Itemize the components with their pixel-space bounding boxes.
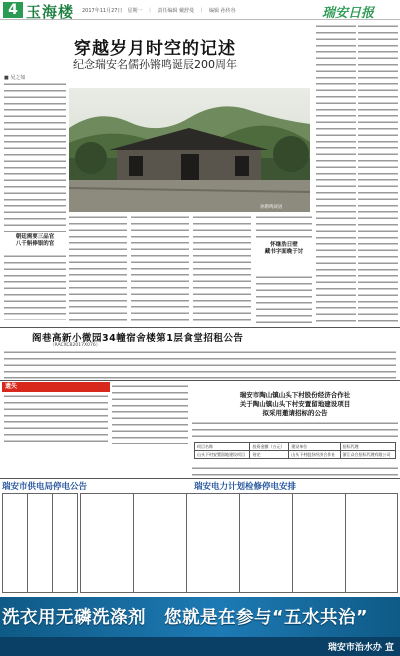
tender-table (194, 442, 396, 459)
article-column-right-1 (316, 24, 356, 324)
village-notice-title (190, 391, 400, 418)
table-row (195, 443, 396, 451)
inline-box (256, 242, 312, 272)
masthead-logo: 瑞安日报 (322, 6, 375, 21)
inline-title-2: 藏书字面晚于讨 (264, 249, 304, 255)
table-cell: 山头下村股份经济合作社 (289, 451, 340, 459)
village-title-1: 瑞安市陶山镇山头下村股份经济合作社 (239, 391, 351, 399)
water-outage-table (2, 493, 78, 593)
sidebar-title-1: 朝廷需要三品官 (15, 234, 55, 240)
inline-title-1: 怀继浩日壁 (270, 242, 298, 248)
notice-divider-2 (0, 478, 400, 479)
table-cell: 山头下村安置留地建设项目 (195, 451, 250, 459)
banner-slogan: 洗衣用无磷洗涤剂 您就是在参与“五水共治” (2, 608, 369, 628)
academy-notice-title: 阁巷高新小微园34幢宿舍楼第1层食堂招租公告 (32, 333, 244, 344)
village-notice-footer (192, 466, 398, 476)
power-outage-table (80, 493, 398, 593)
lost-notice-header: 遗失 (2, 382, 110, 392)
section-title: 玉海楼 (26, 3, 75, 21)
article-column-3 (131, 215, 189, 325)
article-column-4 (193, 215, 251, 325)
header-info: 2017年11月27日 星期一 ｜ 责任编辑 戴舒曼 ｜ 编辑 孙传谷 (82, 8, 236, 14)
academy-notice-code: （RACXCB2017X076） (50, 343, 101, 348)
article-column-1b (4, 254, 66, 320)
byline: ■ 吴之如 (4, 75, 26, 81)
misc-notices (112, 384, 188, 444)
banner-footer (0, 637, 400, 656)
table-cell: 待定 (250, 451, 289, 459)
lost-notice-list (4, 394, 108, 444)
photo-caption: 孙锵鸣故居 (260, 205, 283, 210)
public-service-banner (0, 597, 400, 656)
power-outage-title: 瑞安电力计划检修停电安排 (194, 482, 297, 492)
village-notice-body (192, 421, 398, 441)
feature-photo (69, 88, 310, 212)
table-header-cell: 招标代理 (340, 443, 395, 451)
table-cell: 浙江众合招标代理有限公司 (340, 451, 395, 459)
table-header-cell: 投资金额（万元） (250, 443, 289, 451)
article-column-2 (69, 215, 127, 325)
feature-subtitle: 纪念瑞安名儒孙锵鸣诞辰200周年 (73, 58, 237, 71)
water-outage-title: 瑞安市供电局停电公告 (2, 482, 88, 492)
article-column-1 (4, 82, 66, 232)
page-number: 4 (3, 2, 23, 18)
table-header-cell: 项目名称 (195, 443, 250, 451)
academy-notice-body (4, 350, 396, 380)
article-column-5 (256, 215, 312, 239)
table-header-cell: 建设单位 (289, 443, 340, 451)
old-house-photo (69, 88, 310, 212)
village-title-2: 关于陶山镇山头下村安置留地建设项目 (239, 400, 351, 408)
village-title-3: 拟采用邀请招标的公告 (262, 409, 328, 417)
table-row (195, 451, 396, 459)
article-column-right-2 (358, 24, 398, 324)
feature-title: 穿越岁月时空的记述 (74, 39, 236, 59)
section-divider (0, 327, 400, 328)
notice-divider (0, 380, 400, 381)
article-column-5b (256, 275, 312, 325)
sidebar-title-2: 八千斛俸银的官 (15, 241, 55, 247)
banner-credit: 瑞安市治水办 宣 (327, 643, 394, 653)
